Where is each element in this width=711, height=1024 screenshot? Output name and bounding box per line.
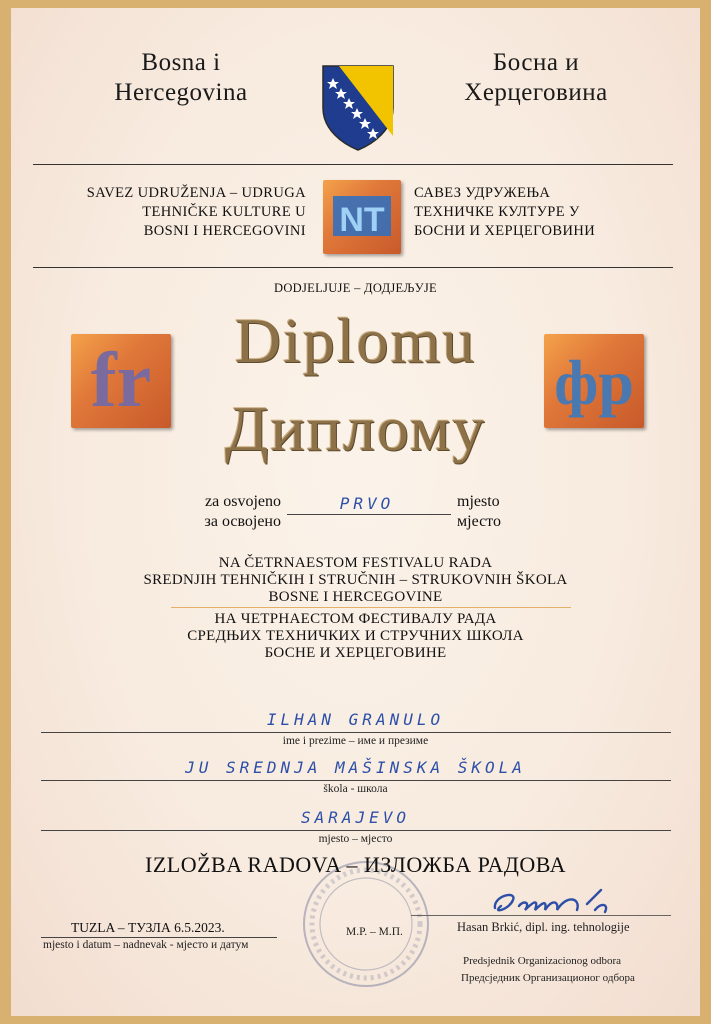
org-latin-line-2: TEHNIČKE KULTURE U [142,204,306,220]
place-prefix-cyrillic: за освојено [204,513,281,530]
signature-line [411,915,671,916]
seal-label: M.P. – М.П. [346,926,403,938]
place-suffix-latin: mjesto [457,493,500,510]
org-cyrillic-line-1: САВЕЗ УДРУЖЕЊА [414,185,551,201]
org-cyrillic-line-3: БОСНИ И ХЕРЦЕГОВИНИ [414,223,596,239]
school-name: JU SREDNJA MAŠINSKA ŠKOLA [185,758,526,777]
organization-logo [323,180,401,254]
exhibition-title: IZLOŽBA RADOVA – ИЗЛОЖБА РАДОВА [145,852,566,877]
festival-latin-line-2: SREDNJIH TEHNIČKIH I STRUČNIH – STRUKOVNIH ŠKOLA [143,572,568,588]
recipient-line [41,732,671,733]
org-latin-line-3: BOSNI I HERCEGOVINI [143,223,306,239]
school-caption: škola - школа [323,783,388,795]
country-name-cyrillic [436,48,636,108]
festival-latin-line-1: NA ČETRNAESTOM FESTIVALU RADA [218,555,493,571]
festival-cyrillic-line-1: НА ЧЕТРНАЕСТОМ ФЕСТИВАЛУ РАДА [214,611,497,627]
place-name-line [41,830,671,831]
awards-line: DODJELJUJE – ДОДЈЕЉУЈЕ [274,281,437,295]
signatory-role-cyrillic: Предсједник Организационог одбора [461,972,635,984]
coat-of-arms-icon [321,64,395,152]
country-latin-line-1: Bosna i [141,49,221,76]
festival-divider [171,607,571,608]
festival-cyrillic-line-3: БОСНЕ И ХЕРЦЕГОВИНЕ [264,645,447,661]
signature-icon [483,880,643,924]
date-line: TUZLA – ТУЗЛА 6.5.2023. [71,920,225,935]
date-caption: mjesto i datum – nadnevak - мјесто и датум [43,939,249,951]
place-suffix [457,492,501,532]
svg-text:fr: fr [90,336,152,423]
signatory-name: Hasan Brkić, dipl. ing. tehnologije [457,920,630,934]
place-caption: mjesto – мјесто [318,833,393,845]
org-cyrillic-line-2: ТЕХНИЧКЕ КУЛТУРЕ У [414,204,580,220]
date-line-rule [41,937,277,938]
country-cyrillic-line-1: Босна и [492,49,580,76]
organization-latin [26,184,306,241]
festival-cyrillic-line-2: СРЕДЊИХ ТЕХНИЧКИХ И СТРУЧНИХ ШКОЛА [187,628,524,644]
org-latin-line-1: SAVEZ UDRUŽENJA – UDRUGA [86,185,306,201]
recipient-caption: ime i prezime – име и презиме [282,735,429,747]
organization-cyrillic [414,184,694,241]
svg-text:NT: NT [339,201,385,239]
place-prefix [171,492,281,532]
place-line [287,514,451,515]
place-value: PRVO [339,494,395,513]
diploma-title-cyrillic: Диплому [224,393,487,464]
certificate-paper [11,8,700,1016]
country-name-latin [81,48,281,108]
signatory-role-latin: Predsjednik Organizacionog odbora [463,955,622,967]
school-line [41,780,671,781]
festival-cyrillic [11,611,700,662]
top-divider [33,164,673,165]
festival-latin-line-3: BOSNE I HERCEGOVINE [268,589,443,605]
festival-latin [11,555,700,606]
nt-logo-icon [323,180,401,254]
bottom-divider [33,267,673,268]
diploma-title-latin: Diplomu [234,305,477,376]
country-latin-line-2: Hercegovina [114,79,248,106]
place-suffix-cyrillic: мјесто [457,513,501,530]
place-prefix-latin: za osvojeno [205,493,281,510]
recipient-name: ILHAN GRANULO [266,710,445,729]
place-name: SARAJEVO [300,808,411,827]
svg-text:фр: фр [554,347,634,418]
country-cyrillic-line-2: Херцеговина [464,79,608,106]
